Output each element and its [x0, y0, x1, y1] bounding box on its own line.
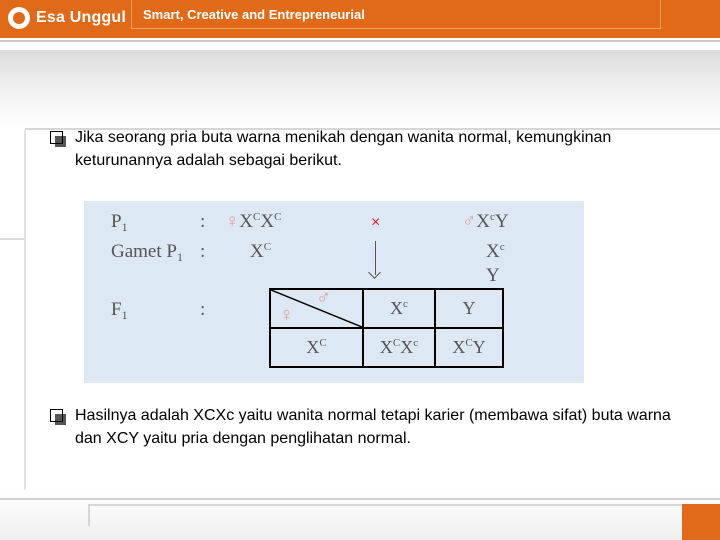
down-arrow-head-icon: [368, 266, 381, 279]
male-gamete-1: $X^c$: [486, 241, 505, 262]
bullet-item: [48, 404, 688, 450]
female-symbol-icon: ♀: [279, 304, 294, 326]
header-bar: [0, 0, 720, 38]
footer-accent: [682, 504, 720, 540]
bullet-text: Jika seorang pria buta warna menikah dengan wanita normal, kemungkinan keturunannya adalah sebagai berikut.: [75, 129, 612, 169]
divider-line: [0, 40, 720, 42]
footer-frame: [88, 504, 692, 526]
decorative-band: [0, 50, 720, 130]
colon: :: [200, 211, 206, 232]
female-parent-genotype: $♀X^CX^C$: [225, 211, 282, 232]
male-symbol-icon: ♂: [316, 287, 331, 309]
punnett-col-header: $X^c$: [363, 289, 435, 328]
colon: :: [200, 299, 206, 320]
male-parent-genotype: $♂X^cY$: [462, 211, 509, 232]
male-gamete-2: Y: [486, 265, 500, 286]
p1-label: $P_1$: [111, 211, 128, 234]
gamet-label: Gamet $P_1$: [111, 241, 183, 264]
checkbox-bullet-icon: [50, 131, 63, 144]
bullet-text: Hasilnya adalah XCXc yaitu wanita normal tetapi karier (membawa sifat) buta warna dan XCY yaitu pria dengan penglihatan normal.: [75, 407, 671, 447]
punnett-cell: $X^CX^c$: [363, 328, 435, 367]
female-gamete: $X^C$: [250, 241, 272, 262]
left-rule-line: [24, 130, 26, 490]
logo: [8, 3, 126, 33]
punnett-square: [269, 288, 504, 368]
table-row: [270, 289, 503, 328]
logo-text: Esa Unggul: [36, 9, 127, 26]
f1-label: $F_1$: [111, 299, 128, 322]
colon: :: [200, 241, 206, 262]
punnett-col-header: Y: [435, 289, 503, 328]
male-symbol-icon: ♂: [462, 211, 477, 232]
female-symbol-icon: ♀: [225, 211, 240, 232]
divider-line: [0, 498, 720, 500]
cross-diagram: [84, 201, 584, 383]
header-tagline: Smart, Creative and Entrepreneurial: [143, 7, 365, 22]
punnett-cell: $X^CY$: [435, 328, 503, 367]
table-row: [270, 328, 503, 367]
bullet-item: [48, 126, 688, 172]
punnett-corner: [270, 289, 363, 328]
cross-icon: ×: [371, 214, 381, 231]
logo-icon: [8, 7, 30, 29]
checkbox-bullet-icon: [50, 409, 63, 422]
punnett-row-header: $X^C$: [270, 328, 363, 367]
divider-line: [0, 238, 24, 240]
